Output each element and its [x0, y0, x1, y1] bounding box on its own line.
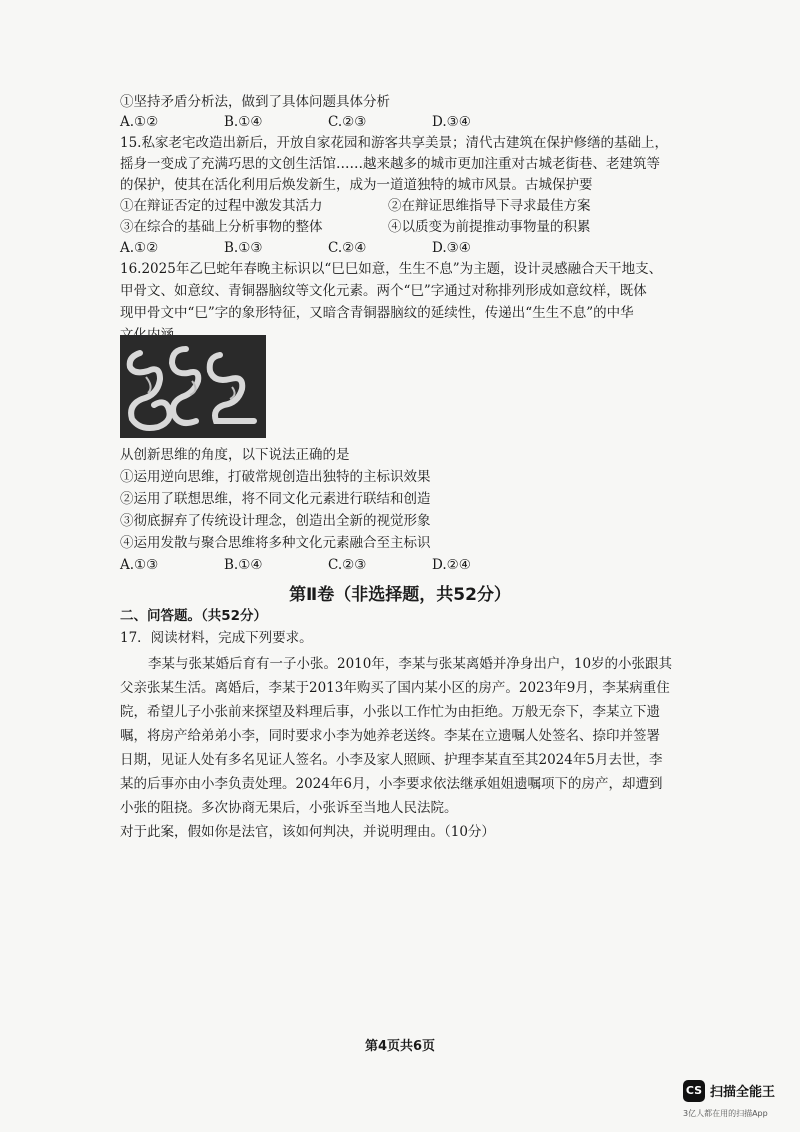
q15-options-row-1 — [120, 196, 656, 216]
q15-line-3: 的保护，使其在活化利用后焕发新生，成为一道道独特的城市风景。古城保护要 — [120, 177, 593, 193]
section-title: 第Ⅱ卷（非选择题，共52分） — [289, 585, 511, 605]
q15-choice-c: C.②④ — [328, 240, 367, 256]
q14-choice-c: C.②③ — [328, 114, 367, 130]
q16-line-2: 甲骨文、如意纹、青铜器脑纹等文化元素。两个“巳”字通过对称排列形成如意纹样，既体 — [120, 283, 647, 299]
q14-choice-d: D.③④ — [432, 114, 471, 130]
q16-stem: 从创新思维的角度，以下说法正确的是 — [120, 447, 350, 463]
q17-material-line-2: 父亲张某生活。离婚后，李某于2013年购买了国内某小区的房产。2023年9月，李某病重住 — [120, 680, 670, 696]
q16-choices — [120, 555, 471, 575]
camscanner-name: 扫描全能王 — [710, 1085, 776, 1100]
q16-option-4: ④运用发散与聚合思维将多种文化元素融合至主标识 — [120, 535, 431, 551]
q16-option-1: ①运用逆向思维，打破常规创造出独特的主标识效果 — [120, 469, 431, 485]
camscanner-logo-icon: CS — [683, 1080, 705, 1102]
q15-option-4: ④以质变为前提推动事物量的积累 — [388, 219, 591, 235]
q15-choice-a: A.①② — [120, 240, 159, 256]
page-number: 第4页共6页 — [364, 1039, 436, 1054]
q15-option-2: ②在辩证思维指导下寻求最佳方案 — [388, 198, 591, 214]
q14-choice-a: A.①② — [120, 114, 159, 130]
q16-choice-c: C.②③ — [328, 557, 367, 573]
q17-material-line-1: 李某与张某婚后育有一子小张。2010年，李某与张某离婚并净身出户，10岁的小张跟其 — [148, 656, 673, 672]
spring-gala-logo-image — [120, 335, 266, 438]
q14-choice-b: B.①④ — [224, 114, 263, 130]
q15-option-1: ①在辩证否定的过程中激发其活力 — [120, 198, 323, 214]
q16-line-1: 16.2025年乙巳蛇年春晚主标识以“巳巳如意，生生不息”为主题，设计灵感融合天干地支、 — [120, 261, 663, 277]
q15-line-1: 15.私家老宅改造出新后，开放自家花园和游客共享美景；清代古建筑在保护修缮的基础上， — [120, 135, 668, 151]
q17-material-line-5: 日期，见证人处有多名见证人签名。小李及家人照顾、护理李某直至其2024年5月去世，李 — [120, 752, 663, 768]
q15-choice-d: D.③④ — [432, 240, 471, 256]
q15-option-3: ③在综合的基础上分析事物的整体 — [120, 219, 323, 235]
q16-option-3: ③彻底摒弃了传统设计理念，创造出全新的视觉形象 — [120, 513, 431, 529]
q17-material-line-4: 嘱，将房产给弟弟小李，同时要求小李为她养老送终。李某在立遗嘱人处签名、捺印并签署 — [120, 728, 660, 744]
q16-choice-a: A.①③ — [120, 557, 159, 573]
q16-choice-b: B.①④ — [224, 557, 263, 573]
q17-material-line-3: 院，希望儿子小张前来探望及料理后事，小张以工作忙为由拒绝。万般无奈下，李某立下遗 — [120, 704, 660, 720]
q17-intro: 17．阅读材料，完成下列要求。 — [120, 630, 313, 646]
q15-choices — [120, 238, 471, 258]
q14-option-1: ①坚持矛盾分析法，做到了具体问题具体分析 — [120, 94, 390, 110]
q16-line-3: 现甲骨文中“巳”字的象形特征，又暗含青铜器脑纹的延续性，传递出“生生不息”的中华 — [120, 305, 634, 321]
camscanner-tagline: 3亿人都在用的扫描App — [683, 1109, 768, 1118]
q17-material-line-7: 小张的阻挠。多次协商无果后，小张诉至当地人民法院。 — [120, 800, 458, 816]
q15-line-2: 摇身一变成了充满巧思的文创生活馆……越来越多的城市更加注重对古城老街巷、老建筑等 — [120, 156, 660, 172]
double-si-snake-icon — [120, 335, 266, 438]
q16-option-2: ②运用了联想思维，将不同文化元素进行联结和创造 — [120, 491, 431, 507]
part-heading: 二、问答题。（共52分） — [120, 608, 268, 624]
q15-options-row-2 — [120, 217, 656, 237]
q17-material-line-6: 某的后事亦由小李负责处理。2024年6月，小李要求依法继承姐姐遗嘱项下的房产，却遭到 — [120, 776, 663, 792]
q16-choice-d: D.②④ — [432, 557, 471, 573]
q17-question: 对于此案，假如你是法官，该如何判决，并说明理由。（10分） — [120, 824, 495, 840]
q14-choices — [120, 112, 471, 132]
q15-choice-b: B.①③ — [224, 240, 263, 256]
